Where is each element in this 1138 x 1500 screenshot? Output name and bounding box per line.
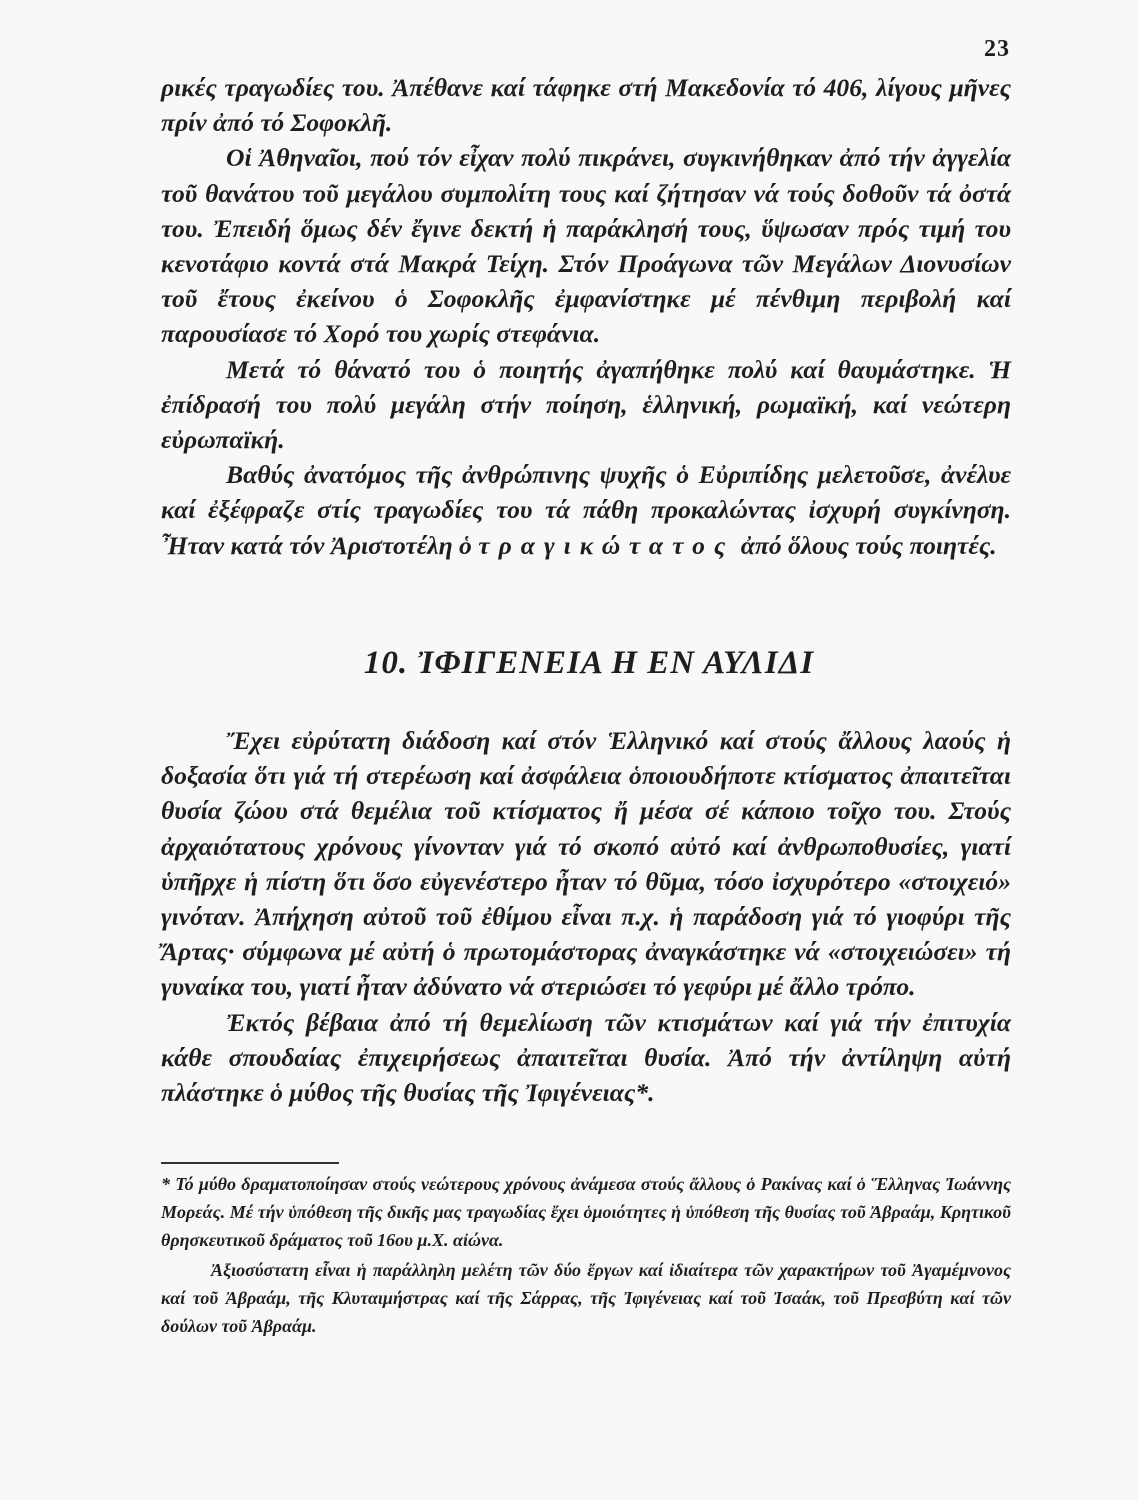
chapter-paragraph-2: Ἐκτός βέβαια ἀπό τή θεμελίωση τῶν κτισμάτων καί γιά τήν ἐπιτυχία κάθε σπουδαίας ἐπιχειρήσεως ἀπαιτεῖται θυσία. Ἀπό τήν ἀντίληψη αὐτή πλάστηκε ὁ μύθος τῆς θυσίας τῆς Ἰφιγένειας*. (161, 1007, 1011, 1108)
footnote-divider (161, 1162, 339, 1164)
spaced-emphasis-word: τραγικώτατος (478, 530, 735, 560)
intro-paragraph-4-end: ἀπό ὅλους τούς ποιητές. (734, 530, 997, 560)
intro-paragraph-4-start: Βαθύς ἀνατόμος τῆς ἀνθρώπινης ψυχῆς ὁ Εὐριπίδης μελετοῦσε, ἀνέλυε καί ἐξέφραζε στίς τραγωδίες του τά πάθη προκαλώντας ἰσχυρή συγκίνηση. Ἦταν κατά τόν Ἀριστοτέλη ὁ (161, 460, 1011, 560)
intro-paragraph-2: Οἱ Ἀθηναῖοι, πού τόν εἶχαν πολύ πικράνει, συγκινήθηκαν ἀπό τήν ἀγγελία τοῦ θανάτου τοῦ μεγάλου συμπολίτη τους καί ζήτησαν νά τούς δοθοῦν τά ὀστά του. Ἐπειδή ὅμως δέν ἔγινε δεκτή ἡ παράκλησή τους, ὕψωσαν πρός τιμή του κενοτάφιο κοντά στά Μακρά Τείχη. Στόν Προάγωνα τῶν Μεγάλων Διονυσίων τοῦ ἔτους ἐκείνου ὁ Σοφοκλῆς ἐμφανίστηκε μέ πένθιμη περιβολή καί παρουσίασε τό Χορό του χωρίς στεφάνια. (161, 143, 1011, 349)
chapter-paragraph-1: Ἔχει εὐρύτατη διάδοση καί στόν Ἑλληνικό καί στούς ἄλλους λαούς ἡ δοξασία ὅτι γιά τή στερέωση καί ἀσφάλεια ὁποιουδήποτε κτίσματος ἀπαιτεῖται θυσία ζώου στά θεμέλια τοῦ κτίσματος ἤ μέσα σέ κάποιο τοῖχο του. Στούς ἀρχαιότατους χρόνους γίνονταν γιά τό σκοπό αὐτό καί ἀνθρωποθυσίες, γιατί ὑπῆρχε ἡ πίστη ὅτι ὅσο εὐγενέστερο ἦταν τό θῦμα, τόσο ἰσχυρότερο «στοιχειό» γινόταν. Ἀπήχηση αὐτοῦ τοῦ ἐθίμου εἶναι π.χ. ἡ παράδοση γιά τό γιοφύρι τῆς Ἄρτας· σύμφωνα μέ αὐτή ὁ πρωτομάστορας ἀναγκάστηκε νά «στοιχειώσει» τή γυναίκα του, γιατί ἦταν ἀδύνατο νά στεριώσει τό γεφύρι μέ ἄλλο τρόπο. (161, 726, 1011, 1002)
page-number: 23 (984, 36, 1010, 62)
intro-paragraph-3: Μετά τό θάνατό του ὁ ποιητής ἀγαπήθηκε πολύ καί θαυμάστηκε. Ἡ ἐπίδρασή του πολύ μεγάλη στήν ποίηση, ἑλληνική, ρωμαϊκή, καί νεώτερη εὐρωπαϊκή. (161, 354, 1011, 455)
chapter-section (161, 723, 1011, 1110)
footnote-1: * Τό μύθο δραματοποίησαν στούς νεώτερους χρόνους ἀνάμεσα στούς ἄλλους ὁ Ρακίνας καί ὁ Ἕλληνας Ἰωάννης Μορεάς. Μέ τήν ὑπόθεση τῆς δικῆς μας τραγωδίας ἔχει ὁμοιότητες ἡ ὑπόθεση τῆς θυσίας τοῦ Ἀβραάμ, Κρητικοῦ θρησκευτικοῦ δράματος τοῦ 16ου μ.Χ. αἰώνα. (161, 1174, 1011, 1250)
footnote-2: Ἀξιοσύστατη εἶναι ἡ παράλληλη μελέτη τῶν δύο ἔργων καί ἰδιαίτερα τῶν χαρακτήρων τοῦ Ἀγαμέμνονος καί τοῦ Ἀβραάμ, τῆς Κλυταιμήστρας καί τῆς Σάρρας, τῆς Ἰφιγένειας καί τοῦ Ἰσαάκ, τοῦ Πρεσβύτη καί τῶν δούλων τοῦ Ἀβραάμ. (161, 1260, 1011, 1336)
intro-section (161, 70, 1011, 563)
intro-paragraph-4 (161, 457, 1011, 563)
intro-paragraph-1: ρικές τραγωδίες του. Ἀπέθανε καί τάφηκε στή Μακεδονία τό 406, λίγους μῆνες πρίν ἀπό τό Σοφοκλῆ. (161, 73, 1011, 138)
chapter-heading: 10. ἸΦΙΓΕΝΕΙΑ Η ΕΝ ΑΥΛΙΔΙ (363, 645, 815, 681)
footnotes-section (161, 1170, 1011, 1340)
